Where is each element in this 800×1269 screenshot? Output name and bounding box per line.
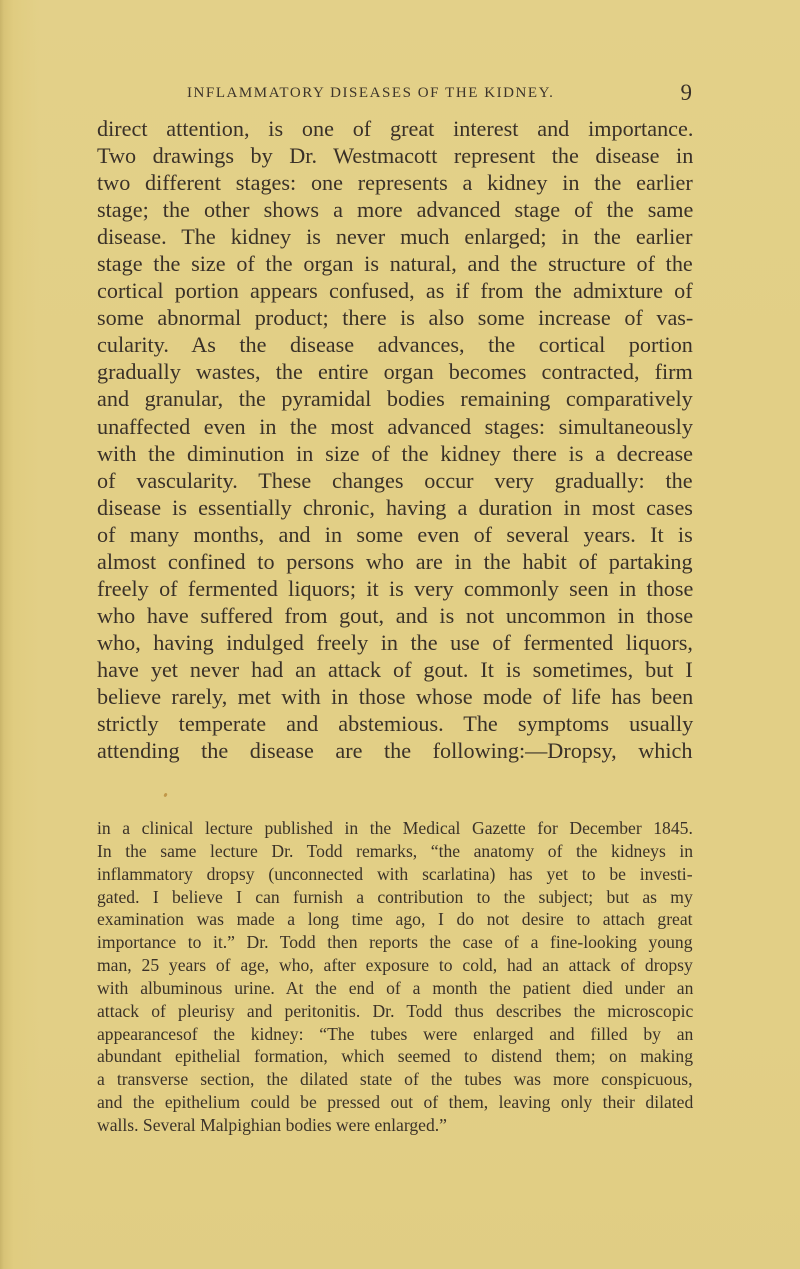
body-line: some abnormal product; there is also some increase of vas-	[97, 305, 694, 331]
footnote-line: in a clinical lecture published in the Medical Gazette for December 1845.	[97, 818, 693, 838]
body-line: believe rarely, met with in those whose mode of life has been	[97, 683, 694, 709]
footnote-line: man, 25 years of age, who, after exposure to cold, had an attack of dropsy	[97, 955, 693, 976]
body-line: have yet never had an attack of gout. It is sometimes, but I	[97, 656, 693, 682]
running-title: INFLAMMATORY DISEASES OF THE KIDNEY.	[187, 85, 555, 101]
body-line: stage; the other shows a more advanced stage of the same	[97, 197, 694, 223]
footnote-line: examination was made a long time ago, I do not desire to attach great	[97, 909, 693, 930]
body-line: of vascularity. These changes occur very gradually: the	[97, 467, 693, 493]
footnote-line: In the same lecture Dr. Todd remarks, “the anatomy of the kidneys in	[97, 840, 694, 861]
body-line: who, having indulged freely in the use of fermented liquors,	[97, 629, 693, 655]
footnote-line: appearancesof the kidney: “The tubes were enlarged and filled by an	[97, 1023, 694, 1044]
page-number: 9	[680, 80, 692, 105]
footnote-line: abundant epithelial formation, which seemed to distend them; on making	[97, 1046, 694, 1067]
body-line: who have suffered from gout, and is not uncommon in those	[97, 602, 694, 628]
body-line: strictly temperate and abstemious. The symptoms usually	[97, 711, 694, 737]
body-line: freely of fermented liquors; it is very commonly seen in those	[97, 575, 694, 601]
body-line: of many months, and in some even of several years. It is	[97, 521, 693, 547]
footnote-line: a transverse section, the dilated state of the tubes was more conspicuous,	[97, 1069, 693, 1090]
body-line: almost confined to persons who are in the habit of partaking	[97, 548, 693, 574]
body-line: gradually wastes, the entire organ becomes contracted, firm	[97, 359, 693, 385]
body-paragraph	[97, 115, 693, 764]
footnote-line: and the epithelium could be pressed out of them, leaving only their dilated	[97, 1092, 694, 1113]
body-line: Two drawings by Dr. Westmacott represent the disease in	[97, 143, 694, 169]
footnote-line: importance to it.” Dr. Todd then reports the case of a fine-looking young	[97, 932, 693, 953]
body-line: unaffected even in the most advanced stages: simultaneously	[97, 413, 693, 439]
body-line: disease. The kidney is never much enlarged; in the earlier	[97, 224, 693, 250]
body-line: with the diminution in size of the kidney there is a decrease	[97, 440, 694, 466]
body-line: cularity. As the disease advances, the cortical portion	[97, 332, 693, 358]
footnote-line: attack of pleurisy and peritonitis. Dr. Todd thus describes the microscopic	[97, 1000, 694, 1021]
body-line: stage the size of the organ is natural, and the structure of the	[97, 251, 693, 277]
footnote-line: walls. Several Malpighian bodies were enlarged.”	[97, 1114, 447, 1135]
footnote-line: gated. I believe I can furnish a contribution to the subject; but as my	[97, 886, 693, 907]
footnote	[97, 817, 693, 1137]
body-line: and granular, the pyramidal bodies remaining comparatively	[97, 386, 693, 412]
body-line: cortical portion appears confused, as if from the admixture of	[97, 278, 693, 304]
body-line: attending the disease are the following:—Dropsy, which	[97, 738, 693, 764]
body-line: two different stages: one represents a kidney in the earlier	[97, 170, 693, 196]
footnote-line: inflammatory dropsy (unconnected with scarlatina) has yet to be investi-	[97, 863, 693, 884]
body-line: direct attention, is one of great interest and importance.	[97, 116, 694, 141]
body-line: disease is essentially chronic, having a duration in most cases	[97, 494, 693, 520]
running-header	[97, 82, 692, 104]
footnote-line: with albuminous urine. At the end of a month the patient died under an	[97, 977, 694, 998]
